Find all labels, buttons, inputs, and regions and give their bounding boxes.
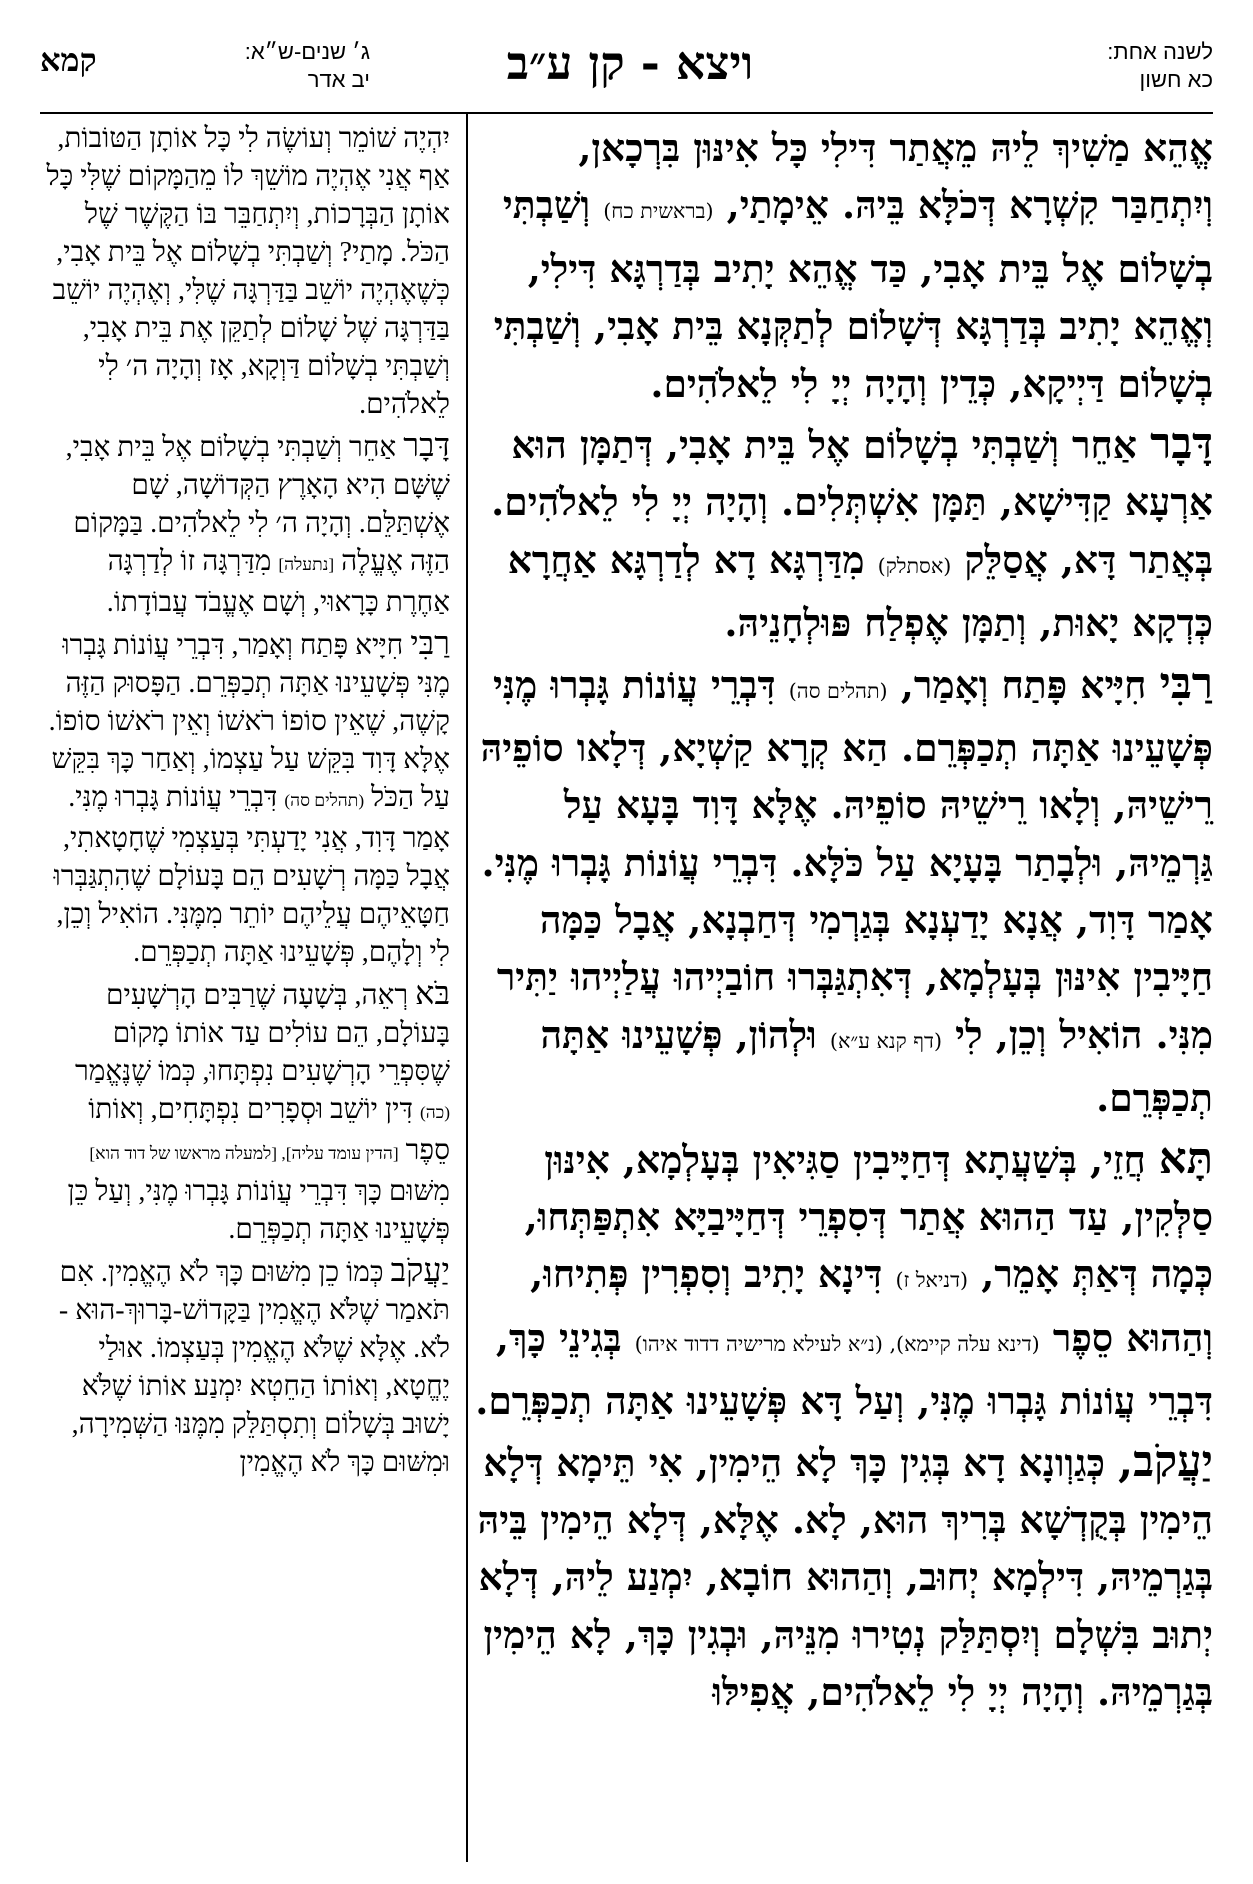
source-reference: (אסתלק) — [877, 553, 952, 578]
text-run: בְּגִינֵי כָּךְ, דִּבְרֵי עֲוֹנוֹת גָּבְרוּ מֶנִּי, וְעַל דָּא פְּשָׁעֵינוּ אַתָּה תְכַפְּרֵם. — [475, 1315, 1213, 1424]
study-schedule-right — [1107, 38, 1213, 94]
text-run: חֲזֵי, בְּשַׁעֲתָא דְּחַיָּיבִין סַגִּיאִין בְּעָלְמָא, אִינּוּן סַלְּקִין, עַד הַהוּא אֲתַר דְּסִפְרֵי דְּחַיָּיבַיָּא אִתְפַּתְּחוּ, כְּמָה דְּאַתְּ אָמֵר, — [524, 1137, 1213, 1297]
text-run: כְּמוֹ כֵן מִשּׁוּם כָּךְ לֹא הֶאֱמִין. אִם תֹּאמַר שֶׁלֹּא הֶאֱמִין בַּקָּדוֹשׁ-בָּרוּךְ-הוּא - לֹא. אֶלָּא שֶׁלֹּא הֶאֱמִין בְּעַצְמוֹ. אוּלַי יֶחֱטָא, וְאוֹתוֹ הַחֵטְא יִמְנַע אוֹתוֹ שֶׁלֹּא יָשׁוּב בְּשָׁלוֹם וְתִסְתַּלֵּק מִמֶּנּוּ הַשְּׁמִירָה, וּמִשּׁוּם כָּךְ לֹא הֶאֱמִין — [58, 1257, 450, 1478]
schedule-left-top: ג׳ שנים-ש״א: — [244, 39, 370, 64]
paragraph — [40, 426, 450, 622]
paragraph — [468, 415, 1213, 653]
parsha-title: ויצא - קן ע״ב — [506, 36, 754, 90]
source-reference: (דניאל ז) — [895, 1268, 969, 1293]
schedule-right-top: לשנה אחת: — [1107, 39, 1213, 64]
text-run: אֱהֵא מַשִׁיךְ לֵיהּ מֵאֲתַר דִּילִי כָּל אִינּוּן בִּרְכָאן, וְיִתְחַבַּר קִשְׁרָא דְּכֹלָּא בֵּיהּ. אֵימָתַי, — [578, 126, 1213, 228]
paragraph — [468, 1433, 1213, 1722]
source-reference: (תהלים סה) — [284, 791, 365, 810]
hebrew-translation-column — [40, 120, 450, 1484]
text-run: דִּינָא יָתִיב וְסִפְרִין פְּתִיחוּ, וְהַהוּא סֵפֶר — [530, 1252, 1213, 1360]
paragraph — [40, 624, 450, 972]
source-reference: (דף קנא ע״א) — [829, 1028, 943, 1053]
text-run: חִיָּיא פָּתַח וְאָמַר, דִּבְרֵי עֲוֹנוֹת גָּבְרוּ מֶנִּי פְּשָׁעֵינוּ אַתָּה תְכַפְּרֵם. הַפָּסוּק הַזֶּה קָשֶׁה, שֶׁאֵין סוֹפוֹ רֹאשׁוֹ וְאֵין רֹאשׁוֹ סוֹפוֹ. אֶלָּא דָּוִד בִּקֵּשׁ עַל עַצְמוֹ, וְאַחַר כָּךְ בִּקֵּשׁ עַל הַכֹּל — [48, 630, 450, 813]
text-run: אַחֵר וְשַׁבְתִּי בְשָׁלוֹם אֶל בֵּית אָבִי, דְּתַמָּן הוּא אַרְעָא קַדִּישָׁא, תַּמָּן אִשְׁתְּלִים. וְהָיָה יְיָ לִי לֵאלֹהִים. בְּאֲתַר דָּא, אֲסַלֵּק — [491, 422, 1213, 582]
source-reference: (כה) — [419, 1103, 450, 1122]
text-run: רְאֵה, בְּשָׁעָה שֶׁרַבִּים הָרְשָׁעִים בָּעוֹלָם, הֵם עוֹלִים עַד אוֹתוֹ מָקוֹם שֶׁסִּפְרֵי הָרְשָׁעִים נִפְתָּחוּ, כְּמוֹ שֶׁנֶּאֱמַר — [75, 980, 450, 1087]
paragraph-lead-word: דָּבָר — [403, 427, 450, 463]
paragraph-lead-word: יַעֲקֹב — [390, 1252, 450, 1288]
text-run: וְשַׁבְתִּי בְשָׁלוֹם אֶל בֵּית אָבִי, כַּד אֱהֵא יָתִיב בְּדַרְגָּא דִּילִי, וְאֱהֵא יָתִיב בְּדַרְגָּא דְּשָׁלוֹם לְתַקְּנָא בֵּית אָבִי, וְשַׁבְתִּי בְשָׁלוֹם דַּיְיקָא, כְּדֵין וְהָיָה יְיָ לִי לֵאלֹהִים. — [493, 183, 1213, 406]
text-run: כְּגַוְונָא דָא בְּגִין כָּךְ לָא הֵימִין, אִי תֵּימָא דְּלָא הֵימִין בְּקֻדְשָׁא בְּרִיךְ הוּא, לָא. אֶלָּא, דְּלָא הֵימִין בֵּיהּ בְּגַרְמֵיהּ, דִּילְמָא יְחוּב, וְהַהוּא חוֹבָא, יִמְנַע לֵיהּ, דְּלָא יְתוּב בִּשְׁלָם וְיִסְתַּלַּק נְטִירוּ מִנֵּיהּ, וּבְגִין כָּךְ, לָא הֵימִין בְּגַרְמֵיהּ. וְהָיָה יְיָ לִי לֵאלֹהִים, אֲפִילּוּ — [477, 1440, 1213, 1715]
paragraph — [468, 1130, 1213, 1431]
schedule-right-bottom: כא חשון — [1139, 67, 1213, 92]
aramaic-text-column — [468, 120, 1213, 1724]
paragraph-lead-word: יַעֲקֹב, — [1118, 1435, 1213, 1487]
text-run: וּלְהוֹן, פְּשָׁעֵינוּ אַתָּה תְכַפְּרֵם. — [540, 1012, 1213, 1121]
paragraph-lead-word: רַבִּי — [1159, 657, 1213, 709]
source-reference: [נתעלה] — [278, 555, 335, 574]
text-run: אַחֵר וְשַׁבְתִּי בְשָׁלוֹם אֶל בֵּית אָבִי, שֶׁשָּׁם הִיא הָאָרֶץ הַקְּדוֹשָׁה, שָׁם אֶשְׁתַּלֵּם. וְהָיָה ה׳ לִי לֵאלֹהִים. בַּמָּקוֹם הַזֶּה אֶעֱלֶה — [65, 432, 450, 577]
text-run: מִדַּרְגָּה זוֹ לְדַרְגָּה אַחֶרֶת כָּרָאוּי, וְשָׁם אֶעֱבֹד עֲבוֹדָתוֹ. — [106, 546, 450, 618]
study-schedule-left — [245, 38, 370, 94]
header-divider — [40, 112, 1213, 114]
paragraph-lead-word: תָּא — [1158, 1132, 1213, 1184]
paragraph — [468, 655, 1213, 1128]
paragraph-lead-word: דָּבָר — [1150, 417, 1213, 469]
paragraph — [468, 120, 1213, 413]
paragraph — [40, 974, 450, 1249]
text-run: דִּין יוֹשֵׁב וּסְפָרִים נִפְתָּחִים, וְאוֹתוֹ סֵפֶר — [88, 1094, 450, 1166]
paragraph-lead-word: בֹּא — [415, 975, 450, 1011]
source-reference: (דינא עלה קיימא), (נ״א לעילא מרישיה דדוד איהו) — [634, 1331, 1040, 1356]
text-run: מִשּׁוּם כָּךְ דִּבְרֵי עֲוֹנוֹת גָּבְרוּ מֶנִּי, וְעַל כֵּן פְּשָׁעֵינוּ אַתָּה תְכַפְּרֵם. — [67, 1176, 450, 1245]
paragraph — [40, 1251, 450, 1482]
text-run: יִהְיֶה שׁוֹמֵר וְעוֹשֶׂה לִי כָּל אוֹתָן הַטּוֹבוֹת, אַף אֲנִי אֶהְיֶה מוֹשֵׁךְ לוֹ מֵהַמָּקוֹם שֶׁלִּי כָּל אוֹתָן הַבְּרָכוֹת, וְיִתְחַבֵּר בּוֹ הַקֶּשֶׁר שֶׁל הַכֹּל. מָתַי? וְשַׁבְתִּי בְשָׁלוֹם אֶל בֵּית אָבִי, כְּשֶׁאֶהְיֶה יוֹשֵׁב בַּדַּרְגָּה שֶׁלִּי, וְאֶהְיֶה יוֹשֵׁב בַּדַּרְגָּה שֶׁל שָׁלוֹם לְתַקֵּן אֶת בֵּית אָבִי, וְשַׁבְתִּי בְשָׁלוֹם דַּוְקָא, אָז וְהָיָה ה׳ לִי לֵאלֹהִים. — [46, 123, 450, 420]
header-left — [40, 28, 380, 106]
paragraph — [40, 120, 450, 424]
paragraph-lead-word: רַבִּי — [410, 625, 450, 661]
source-reference: [הדין עומד עליה], [למעלה מראשו של דוד הוא] — [89, 1144, 399, 1163]
page-number: קמא — [40, 42, 97, 78]
text-run: חִיָּיא פָּתַח וְאָמַר, — [887, 662, 1160, 707]
text-run: מִדַּרְגָּא דָא לְדַרְגָּא אַחֲרָא כְּדְקָא יָאוּת, וְתַמָּן אֶפְלַח פּוּלְחָנֵיהּ. — [507, 537, 1213, 646]
source-reference: (תהלים סה) — [788, 678, 888, 703]
text-run: דִּבְרֵי עֲוֹנוֹת גָּבְרוּ מֶנִּי פְּשָׁעֵינוּ אַתָּה תְכַפְּרֵם. הַא קְרָא קַשְׁיָא, דְּלָאו סוֹפֵיהּ רֵישֵׁיהּ, וְלָאו רֵישֵׁיהּ סוֹפֵיהּ. אֶלָּא דָּוִד בָּעָא עַל גַּרְמֵיהּ, וּלְבָתַר בָּעָיָא עַל כֹּלָּא. דִּבְרֵי עֲוֹנוֹת גָּבְרוּ מֶנִּי. אָמַר דָּוִד, אֲנָא יָדַעְנָא בְּגַרְמִי דְּחַבְנָא, אֲבָל כַּמָּה חַיָּיבִין אִינּוּן בְּעָלְמָא, דְּאִתְגַּבְּרוּ חוֹבַיְיהוּ עֲלַיְיהוּ יַתִּיר מִנִּי. הוֹאִיל וְכֵן, לִי — [480, 662, 1213, 1057]
source-reference: (בראשית כח) — [603, 199, 714, 224]
page-header — [40, 28, 1213, 106]
schedule-left-bottom: יב אדר — [307, 67, 370, 92]
text-run: דִּבְרֵי עֲוֹנוֹת גָּבְרוּ מֶנִּי. אָמַר דָּוִד, אֲנִי יָדַעְתִּי בְּעַצְמִי שֶׁחָטָאתִי, אֲבָל כַּמָּה רְשָׁעִים הֵם בָּעוֹלָם שֶׁהִתְגַּבְּרוּ חַטָּאֵיהֶם עֲלֵיהֶם יוֹתֵר מִמֶּנִּי. הוֹאִיל וְכֵן, לִי וְלָהֶם, פְּשָׁעֵינוּ אַתָּה תְכַפְּרֵם. — [53, 782, 450, 968]
